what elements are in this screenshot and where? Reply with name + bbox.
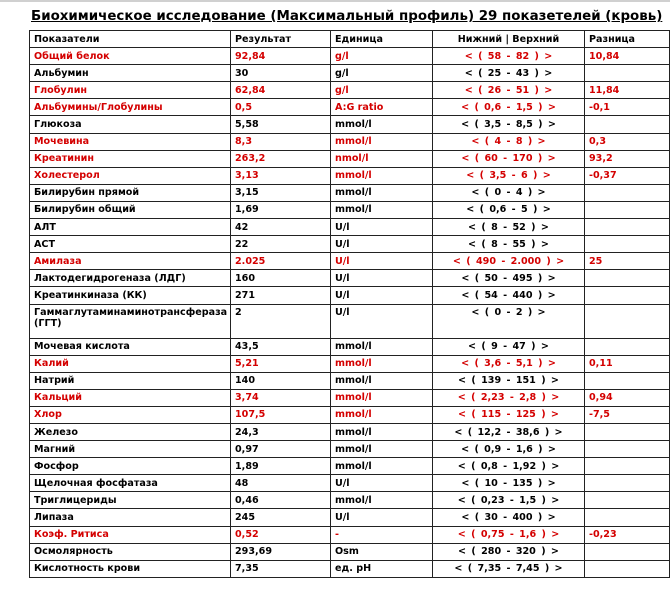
reference-range-cell: < ( 58 - 82 ) > bbox=[433, 48, 585, 65]
table-row bbox=[30, 492, 670, 509]
indicator-name-cell: Общий белок bbox=[30, 48, 231, 65]
reference-range-cell: < ( 60 - 170 ) > bbox=[433, 150, 585, 167]
difference-cell bbox=[585, 441, 670, 458]
indicator-name-cell: Лактодегидрогеназа (ЛДГ) bbox=[30, 270, 231, 287]
reference-range-cell: < ( 50 - 495 ) > bbox=[433, 270, 585, 287]
table-row bbox=[30, 526, 670, 543]
difference-cell bbox=[585, 372, 670, 389]
table-row bbox=[30, 287, 670, 304]
unit-cell: mmol/l bbox=[331, 338, 433, 355]
result-cell: 62,84 bbox=[231, 82, 331, 99]
header-difference: Разница bbox=[585, 31, 670, 48]
indicator-name-cell: Триглицериды bbox=[30, 492, 231, 509]
difference-cell bbox=[585, 116, 670, 133]
table-row bbox=[30, 184, 670, 201]
table-row bbox=[30, 406, 670, 423]
difference-cell: 0,94 bbox=[585, 389, 670, 406]
unit-cell: mmol/l bbox=[331, 441, 433, 458]
difference-cell bbox=[585, 287, 670, 304]
result-cell: 1,69 bbox=[231, 201, 331, 218]
unit-cell: Osm bbox=[331, 543, 433, 560]
reference-range-cell: < ( 8 - 52 ) > bbox=[433, 219, 585, 236]
difference-cell: 10,84 bbox=[585, 48, 670, 65]
indicator-name-cell: Коэф. Ритиса bbox=[30, 526, 231, 543]
indicator-name-cell: Амилаза bbox=[30, 253, 231, 270]
result-cell: 22 bbox=[231, 236, 331, 253]
unit-cell: U/l bbox=[331, 270, 433, 287]
table-row bbox=[30, 560, 670, 577]
difference-cell bbox=[585, 475, 670, 492]
table-row bbox=[30, 441, 670, 458]
result-cell: 8,3 bbox=[231, 133, 331, 150]
reference-range-cell: < ( 10 - 135 ) > bbox=[433, 475, 585, 492]
difference-cell: -0,1 bbox=[585, 99, 670, 116]
unit-cell: mmol/l bbox=[331, 116, 433, 133]
result-cell: 3,13 bbox=[231, 167, 331, 184]
result-cell: 107,5 bbox=[231, 406, 331, 423]
indicator-name-cell: Фосфор bbox=[30, 458, 231, 475]
difference-cell: 25 bbox=[585, 253, 670, 270]
reference-range-cell: < ( 54 - 440 ) > bbox=[433, 287, 585, 304]
indicator-name-cell: Щелочная фосфатаза bbox=[30, 475, 231, 492]
unit-cell: A:G ratio bbox=[331, 99, 433, 116]
table-row bbox=[30, 355, 670, 372]
indicator-name-cell: Осмолярность bbox=[30, 543, 231, 560]
unit-cell: mmol/l bbox=[331, 492, 433, 509]
difference-cell bbox=[585, 458, 670, 475]
difference-cell bbox=[585, 338, 670, 355]
result-cell: 160 bbox=[231, 270, 331, 287]
table-row bbox=[30, 219, 670, 236]
unit-cell: mmol/l bbox=[331, 184, 433, 201]
difference-cell: 0,11 bbox=[585, 355, 670, 372]
difference-cell: -0,23 bbox=[585, 526, 670, 543]
unit-cell: U/l bbox=[331, 253, 433, 270]
difference-cell bbox=[585, 201, 670, 218]
result-cell: 2 bbox=[231, 304, 331, 338]
table-row bbox=[30, 338, 670, 355]
indicator-name-cell: Магний bbox=[30, 441, 231, 458]
unit-cell: mmol/l bbox=[331, 458, 433, 475]
table-row bbox=[30, 475, 670, 492]
header-result: Результат bbox=[231, 31, 331, 48]
unit-cell: g/l bbox=[331, 48, 433, 65]
difference-cell bbox=[585, 304, 670, 338]
result-cell: 30 bbox=[231, 65, 331, 82]
table-row bbox=[30, 509, 670, 526]
table-body bbox=[30, 48, 670, 578]
page-title: Биохимическое исследование (Максимальный профиль) 29 показетелей (кровь) bbox=[31, 9, 663, 24]
indicator-name-cell: Креатинин bbox=[30, 150, 231, 167]
reference-range-cell: < ( 139 - 151 ) > bbox=[433, 372, 585, 389]
indicator-name-cell: Мочевина bbox=[30, 133, 231, 150]
indicator-name-cell: Кислотность крови bbox=[30, 560, 231, 577]
table-row bbox=[30, 304, 670, 338]
result-cell: 293,69 bbox=[231, 543, 331, 560]
result-cell: 92,84 bbox=[231, 48, 331, 65]
reference-range-cell: < ( 115 - 125 ) > bbox=[433, 406, 585, 423]
result-cell: 0,97 bbox=[231, 441, 331, 458]
result-cell: 3,15 bbox=[231, 184, 331, 201]
header-indicator: Показатели bbox=[30, 31, 231, 48]
table-row bbox=[30, 150, 670, 167]
indicator-name-cell: Железо bbox=[30, 423, 231, 440]
reference-range-cell: < ( 0,8 - 1,92 ) > bbox=[433, 458, 585, 475]
difference-cell bbox=[585, 236, 670, 253]
unit-cell: g/l bbox=[331, 82, 433, 99]
reference-range-cell: < ( 0,6 - 1,5 ) > bbox=[433, 99, 585, 116]
table-row bbox=[30, 423, 670, 440]
difference-cell: 11,84 bbox=[585, 82, 670, 99]
difference-cell bbox=[585, 509, 670, 526]
difference-cell: 0,3 bbox=[585, 133, 670, 150]
reference-range-cell: < ( 0 - 4 ) > bbox=[433, 184, 585, 201]
indicator-name-cell: Глобулин bbox=[30, 82, 231, 99]
unit-cell: U/l bbox=[331, 219, 433, 236]
result-cell: 0,5 bbox=[231, 99, 331, 116]
reference-range-cell: < ( 12,2 - 38,6 ) > bbox=[433, 423, 585, 440]
reference-range-cell: < ( 9 - 47 ) > bbox=[433, 338, 585, 355]
reference-range-cell: < ( 25 - 43 ) > bbox=[433, 65, 585, 82]
unit-cell: mmol/l bbox=[331, 372, 433, 389]
table-row bbox=[30, 458, 670, 475]
reference-range-cell: < ( 0,9 - 1,6 ) > bbox=[433, 441, 585, 458]
result-cell: 0,46 bbox=[231, 492, 331, 509]
reference-range-cell: < ( 0,75 - 1,6 ) > bbox=[433, 526, 585, 543]
result-cell: 42 bbox=[231, 219, 331, 236]
reference-range-cell: < ( 490 - 2.000 ) > bbox=[433, 253, 585, 270]
reference-range-cell: < ( 0,6 - 5 ) > bbox=[433, 201, 585, 218]
result-cell: 43,5 bbox=[231, 338, 331, 355]
table-row bbox=[30, 167, 670, 184]
difference-cell: -0,37 bbox=[585, 167, 670, 184]
unit-cell: mmol/l bbox=[331, 423, 433, 440]
indicator-name-cell: Натрий bbox=[30, 372, 231, 389]
result-cell: 271 bbox=[231, 287, 331, 304]
header-unit: Единица bbox=[331, 31, 433, 48]
reference-range-cell: < ( 30 - 400 ) > bbox=[433, 509, 585, 526]
unit-cell: mmol/l bbox=[331, 201, 433, 218]
table-row bbox=[30, 133, 670, 150]
indicator-name-cell: Глюкоза bbox=[30, 116, 231, 133]
difference-cell bbox=[585, 65, 670, 82]
unit-cell: mmol/l bbox=[331, 355, 433, 372]
unit-cell: mmol/l bbox=[331, 133, 433, 150]
result-cell: 5,21 bbox=[231, 355, 331, 372]
reference-range-cell: < ( 4 - 8 ) > bbox=[433, 133, 585, 150]
indicator-name-cell: Альбумины/Глобулины bbox=[30, 99, 231, 116]
indicator-name-cell: Билирубин общий bbox=[30, 201, 231, 218]
result-cell: 2.025 bbox=[231, 253, 331, 270]
table-row bbox=[30, 99, 670, 116]
unit-cell: U/l bbox=[331, 304, 433, 338]
indicator-name-cell: Гаммаглутаминаминотрансфераза (ГГТ) bbox=[30, 304, 231, 338]
indicator-name-cell: Хлор bbox=[30, 406, 231, 423]
table-header-row bbox=[30, 31, 670, 48]
reference-range-cell: < ( 0,23 - 1,5 ) > bbox=[433, 492, 585, 509]
result-cell: 140 bbox=[231, 372, 331, 389]
difference-cell bbox=[585, 492, 670, 509]
reference-range-cell: < ( 280 - 320 ) > bbox=[433, 543, 585, 560]
table-row bbox=[30, 389, 670, 406]
unit-cell: U/l bbox=[331, 236, 433, 253]
reference-range-cell: < ( 0 - 2 ) > bbox=[433, 304, 585, 338]
indicator-name-cell: Мочевая кислота bbox=[30, 338, 231, 355]
unit-cell: ед. pH bbox=[331, 560, 433, 577]
difference-cell bbox=[585, 423, 670, 440]
reference-range-cell: < ( 3,6 - 5,1 ) > bbox=[433, 355, 585, 372]
table-row bbox=[30, 116, 670, 133]
top-divider bbox=[0, 0, 670, 2]
difference-cell: -7,5 bbox=[585, 406, 670, 423]
unit-cell: U/l bbox=[331, 475, 433, 492]
result-cell: 7,35 bbox=[231, 560, 331, 577]
indicator-name-cell: АЛТ bbox=[30, 219, 231, 236]
unit-cell: U/l bbox=[331, 509, 433, 526]
difference-cell bbox=[585, 543, 670, 560]
table-row bbox=[30, 543, 670, 560]
unit-cell: - bbox=[331, 526, 433, 543]
result-cell: 24,3 bbox=[231, 423, 331, 440]
reference-range-cell: < ( 8 - 55 ) > bbox=[433, 236, 585, 253]
table-row bbox=[30, 65, 670, 82]
table-row bbox=[30, 253, 670, 270]
result-cell: 3,74 bbox=[231, 389, 331, 406]
table-row bbox=[30, 372, 670, 389]
results-table bbox=[29, 30, 670, 578]
difference-cell: 93,2 bbox=[585, 150, 670, 167]
indicator-name-cell: Альбумин bbox=[30, 65, 231, 82]
table-row bbox=[30, 270, 670, 287]
difference-cell bbox=[585, 184, 670, 201]
reference-range-cell: < ( 3,5 - 6 ) > bbox=[433, 167, 585, 184]
result-cell: 245 bbox=[231, 509, 331, 526]
header-range: Нижний | Верхний bbox=[433, 31, 585, 48]
table-row bbox=[30, 201, 670, 218]
result-cell: 1,89 bbox=[231, 458, 331, 475]
reference-range-cell: < ( 7,35 - 7,45 ) > bbox=[433, 560, 585, 577]
difference-cell bbox=[585, 270, 670, 287]
indicator-name-cell: Кальций bbox=[30, 389, 231, 406]
unit-cell: mmol/l bbox=[331, 167, 433, 184]
result-cell: 263,2 bbox=[231, 150, 331, 167]
table-row bbox=[30, 82, 670, 99]
unit-cell: mmol/l bbox=[331, 406, 433, 423]
unit-cell: g/l bbox=[331, 65, 433, 82]
indicator-name-cell: Липаза bbox=[30, 509, 231, 526]
difference-cell bbox=[585, 219, 670, 236]
reference-range-cell: < ( 26 - 51 ) > bbox=[433, 82, 585, 99]
unit-cell: U/l bbox=[331, 287, 433, 304]
indicator-name-cell: Билирубин прямой bbox=[30, 184, 231, 201]
unit-cell: mmol/l bbox=[331, 389, 433, 406]
result-cell: 0,52 bbox=[231, 526, 331, 543]
result-cell: 5,58 bbox=[231, 116, 331, 133]
table-row bbox=[30, 236, 670, 253]
difference-cell bbox=[585, 560, 670, 577]
reference-range-cell: < ( 3,5 - 8,5 ) > bbox=[433, 116, 585, 133]
unit-cell: nmol/l bbox=[331, 150, 433, 167]
indicator-name-cell: Холестерол bbox=[30, 167, 231, 184]
indicator-name-cell: Креатинкиназа (КК) bbox=[30, 287, 231, 304]
reference-range-cell: < ( 2,23 - 2,8 ) > bbox=[433, 389, 585, 406]
result-cell: 48 bbox=[231, 475, 331, 492]
table-row bbox=[30, 48, 670, 65]
indicator-name-cell: Калий bbox=[30, 355, 231, 372]
indicator-name-cell: АСТ bbox=[30, 236, 231, 253]
